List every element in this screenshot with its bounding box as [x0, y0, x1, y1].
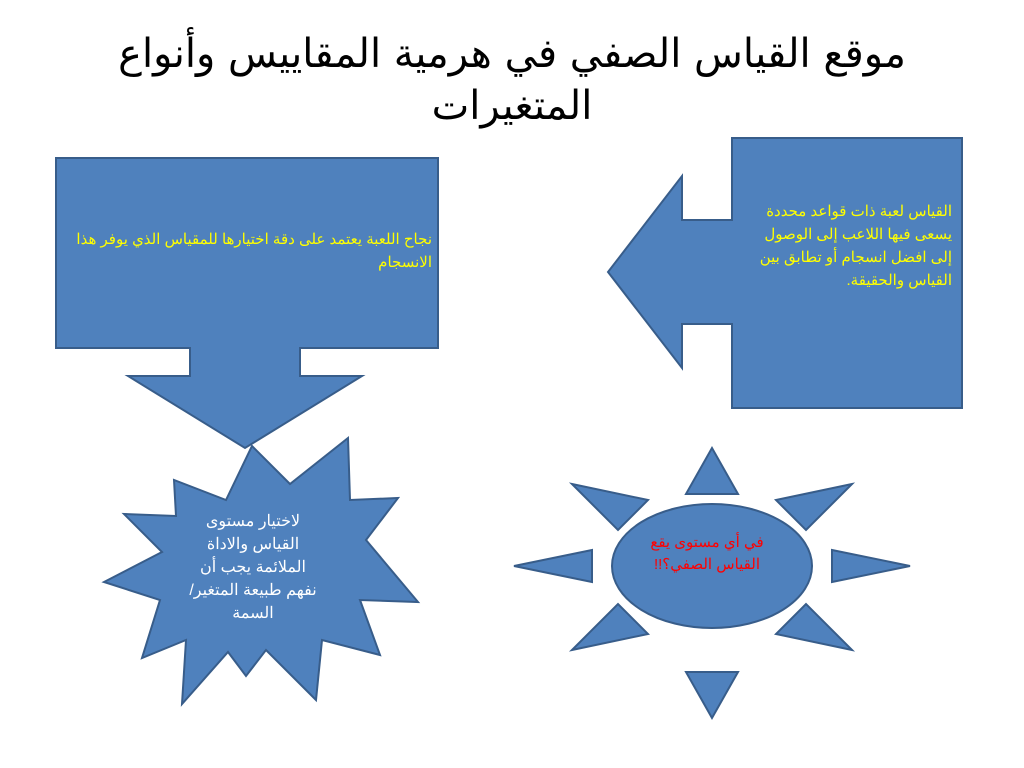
sun-question-text: في أي مستوى يقع القياس الصفي؟!! [650, 534, 764, 573]
sun-ray-top-left [572, 484, 648, 530]
down-arrow-callout-shape [56, 158, 438, 448]
sun-shape [514, 448, 910, 718]
sun-ray-right [832, 550, 910, 582]
right-callout-text: القياس لعبة ذات قواعد محددة يسعى فيها اللاعب إلى الوصول إلى افضل انسجام أو تطابق بين القياس والحقيقة. [759, 203, 952, 289]
sun-ray-bottom [686, 672, 738, 718]
sun-ray-top [686, 448, 738, 494]
sun-ray-left [514, 550, 592, 582]
sun-ray-bottom-left [572, 604, 648, 650]
sun-ray-top-right [776, 484, 852, 530]
explosion-text: لاختيار مستوى القياس والاداة الملائمة يجب أن نفهم طبيعة المتغير/ السمة [189, 513, 317, 622]
left-callout-text: نجاح اللعبة يعتمد على دقة اختيارها للمقياس الذي يوفر هذا الانسجام [76, 231, 432, 271]
sun-ray-bottom-right [776, 604, 852, 650]
slide-title: موقع القياس الصفي في هرمية المقاييس وأنواع المتغيرات [118, 31, 906, 129]
